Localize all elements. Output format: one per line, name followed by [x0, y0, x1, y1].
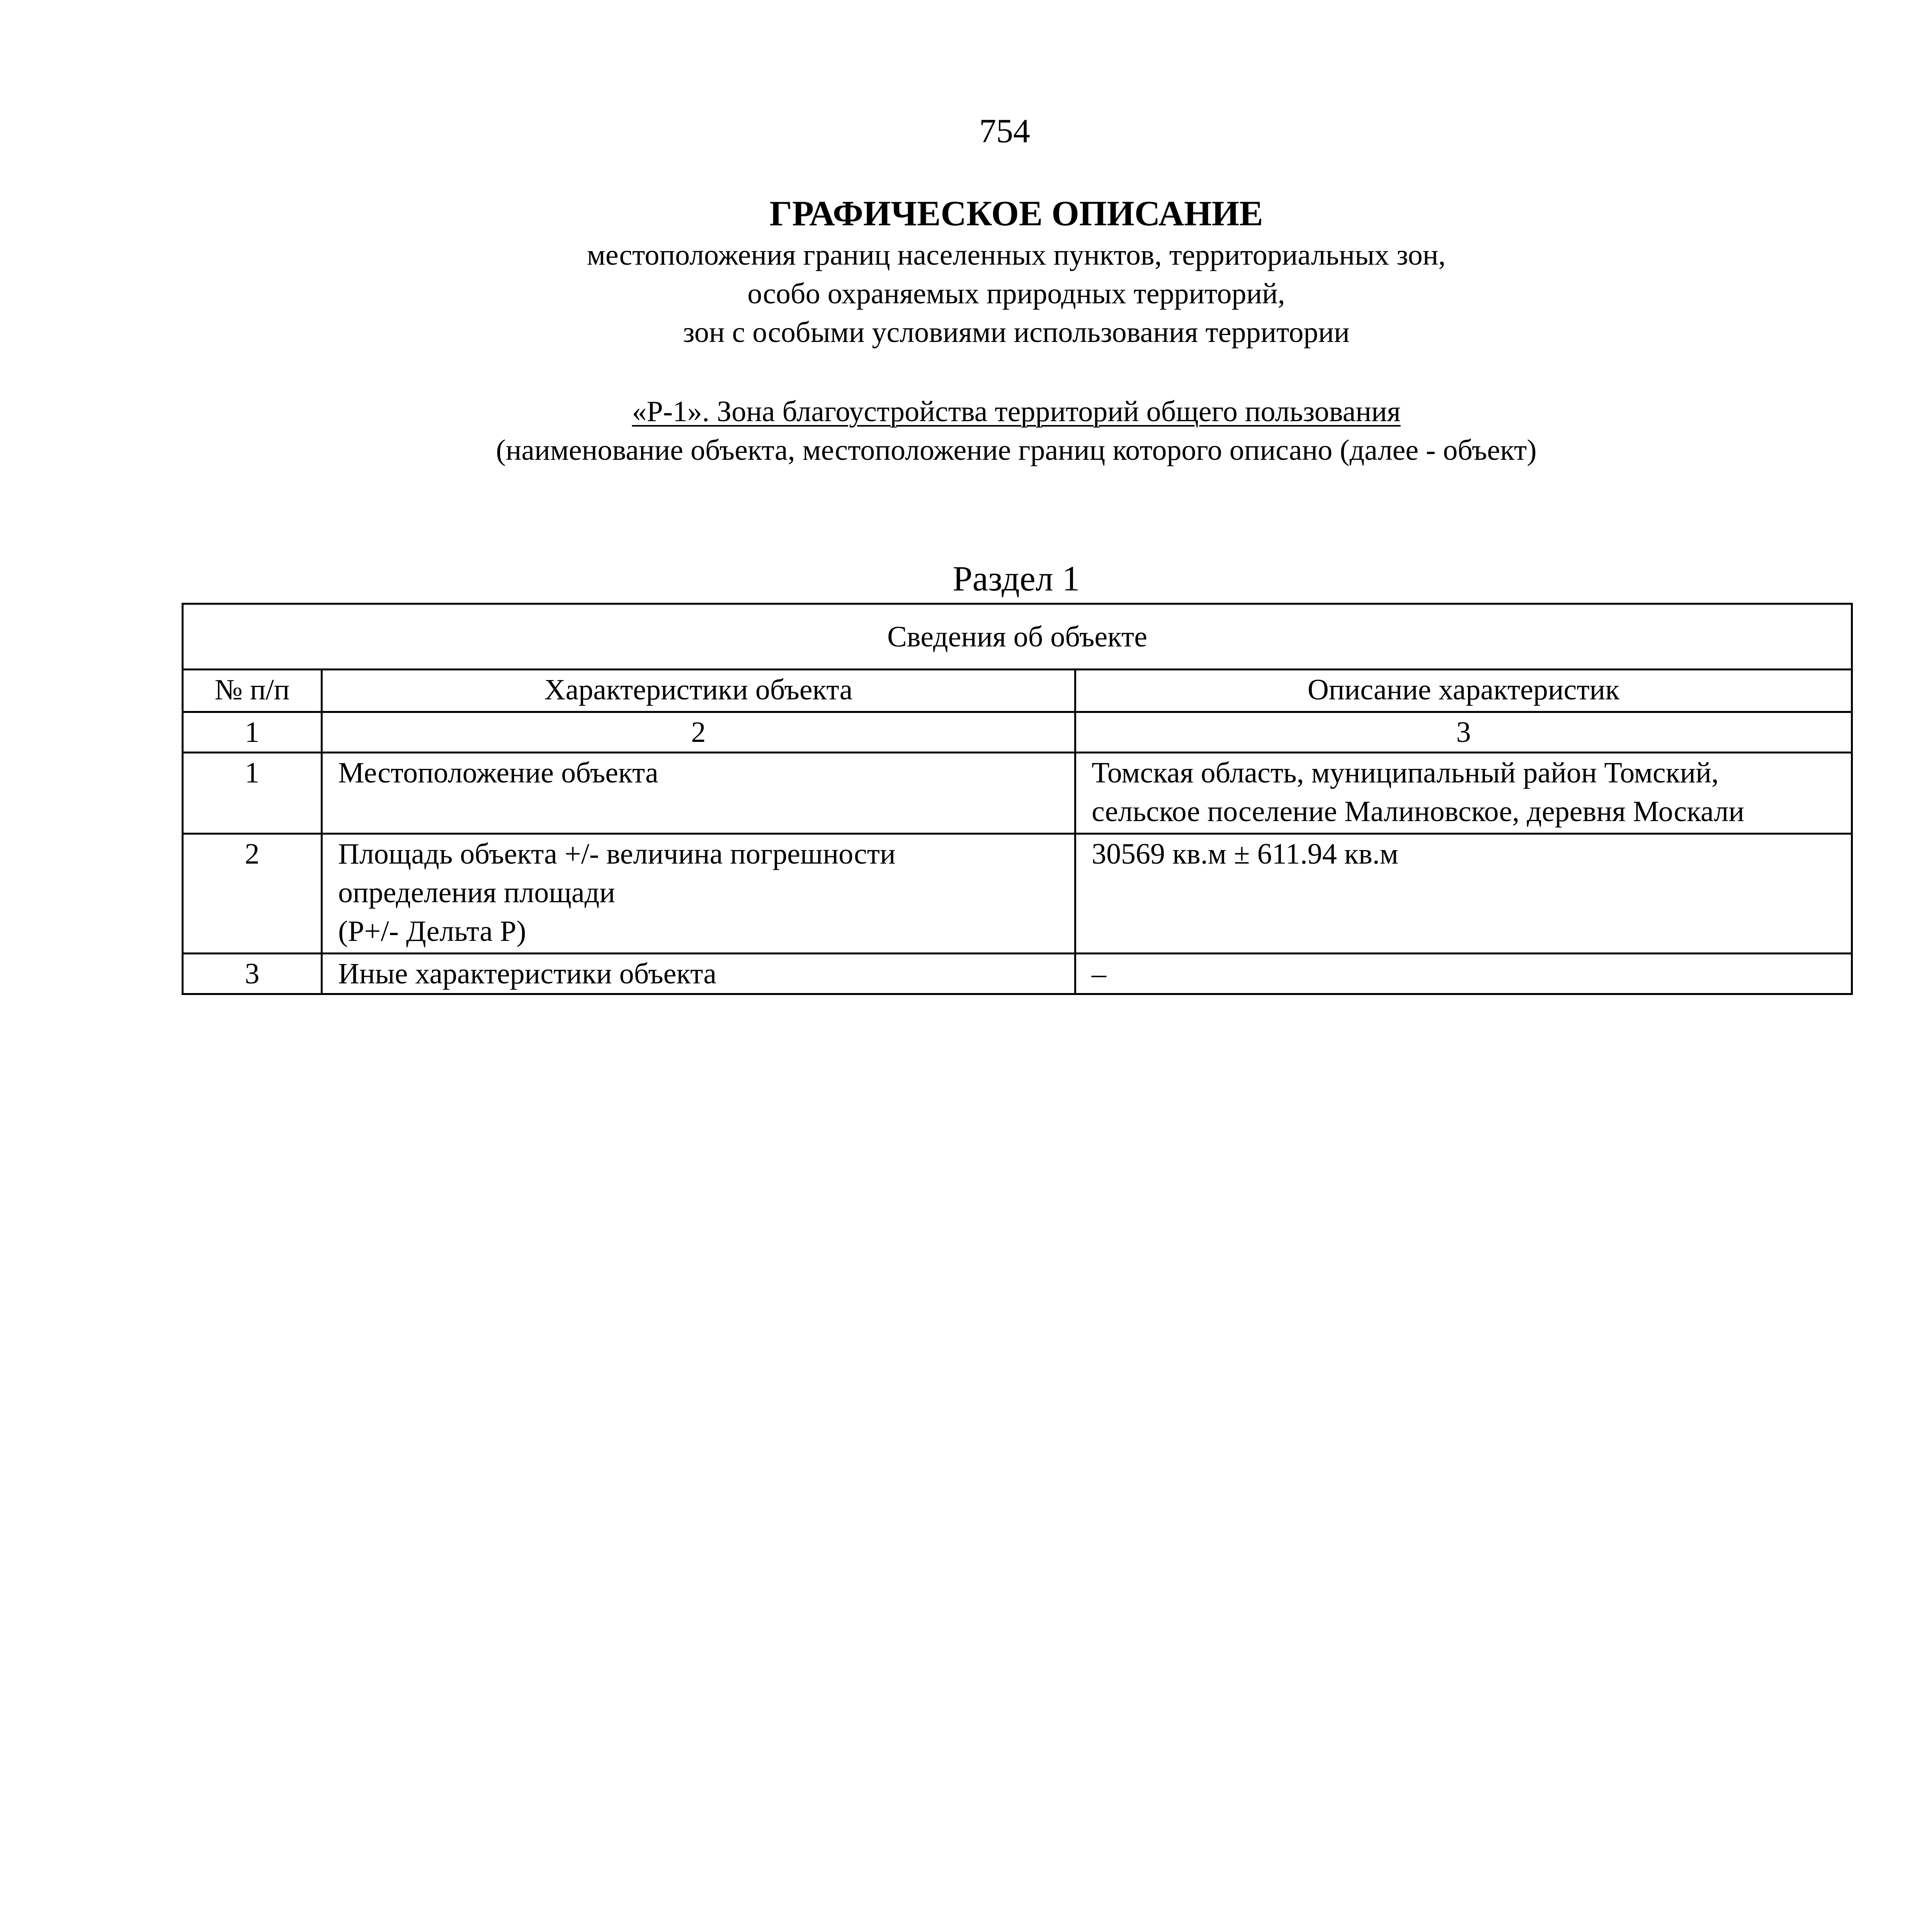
- table-row: [183, 834, 1852, 954]
- table-row: [183, 753, 1852, 834]
- column-number: 2: [322, 712, 1075, 753]
- table-row: [183, 954, 1852, 994]
- column-number: 3: [1075, 712, 1852, 753]
- cell-line: сельское поселение Малиновское, деревня Москали: [1092, 795, 1744, 828]
- row-number: 2: [183, 834, 322, 954]
- object-name: «Р-1». Зона благоустройства территорий общего пользования: [632, 395, 1401, 428]
- subtitle-line: зон с особыми условиями использования территории: [683, 316, 1350, 349]
- table-caption: Сведения об объекте: [183, 604, 1852, 670]
- cell-line: 30569 кв.м ± 611.94 кв.м: [1092, 838, 1398, 870]
- cell-line: определения площади: [338, 876, 615, 909]
- column-header-description: Описание характеристик: [1075, 670, 1852, 712]
- column-number: 1: [183, 712, 322, 753]
- document-subtitle: [0, 236, 1917, 352]
- row-description: [1075, 753, 1852, 834]
- column-header-number: № п/п: [183, 670, 322, 712]
- row-description: [1075, 954, 1852, 994]
- subtitle-line: местоположения границ населенных пунктов, территориальных зон,: [587, 239, 1446, 271]
- section-label: Раздел 1: [953, 559, 1080, 598]
- cell-line: Местоположение объекта: [338, 757, 658, 789]
- cell-line: Иные характеристики объекта: [338, 957, 717, 990]
- row-number: 1: [183, 753, 322, 834]
- cell-line: (Р+/- Дельта Р): [338, 915, 526, 947]
- subtitle-line: особо охраняемых природных территорий,: [747, 277, 1285, 310]
- cell-line: Площадь объекта +/- величина погрешности: [338, 838, 896, 870]
- document-title: ГРАФИЧЕСКОЕ ОПИСАНИЕ: [769, 194, 1263, 233]
- cell-line: Томская область, муниципальный район Томский,: [1092, 757, 1719, 789]
- row-characteristic: [322, 753, 1075, 834]
- row-characteristic: [322, 834, 1075, 954]
- row-characteristic: [322, 954, 1075, 994]
- object-name-block: [0, 392, 1917, 469]
- page-number: 754: [979, 112, 1030, 150]
- column-header-characteristic: Характеристики объекта: [322, 670, 1075, 712]
- object-name-note: (наименование объекта, местоположение границ которого описано (далее - объект): [496, 434, 1537, 466]
- object-info-table: [182, 603, 1853, 995]
- row-number: 3: [183, 954, 322, 994]
- cell-line: –: [1092, 957, 1106, 990]
- row-description: [1075, 834, 1852, 954]
